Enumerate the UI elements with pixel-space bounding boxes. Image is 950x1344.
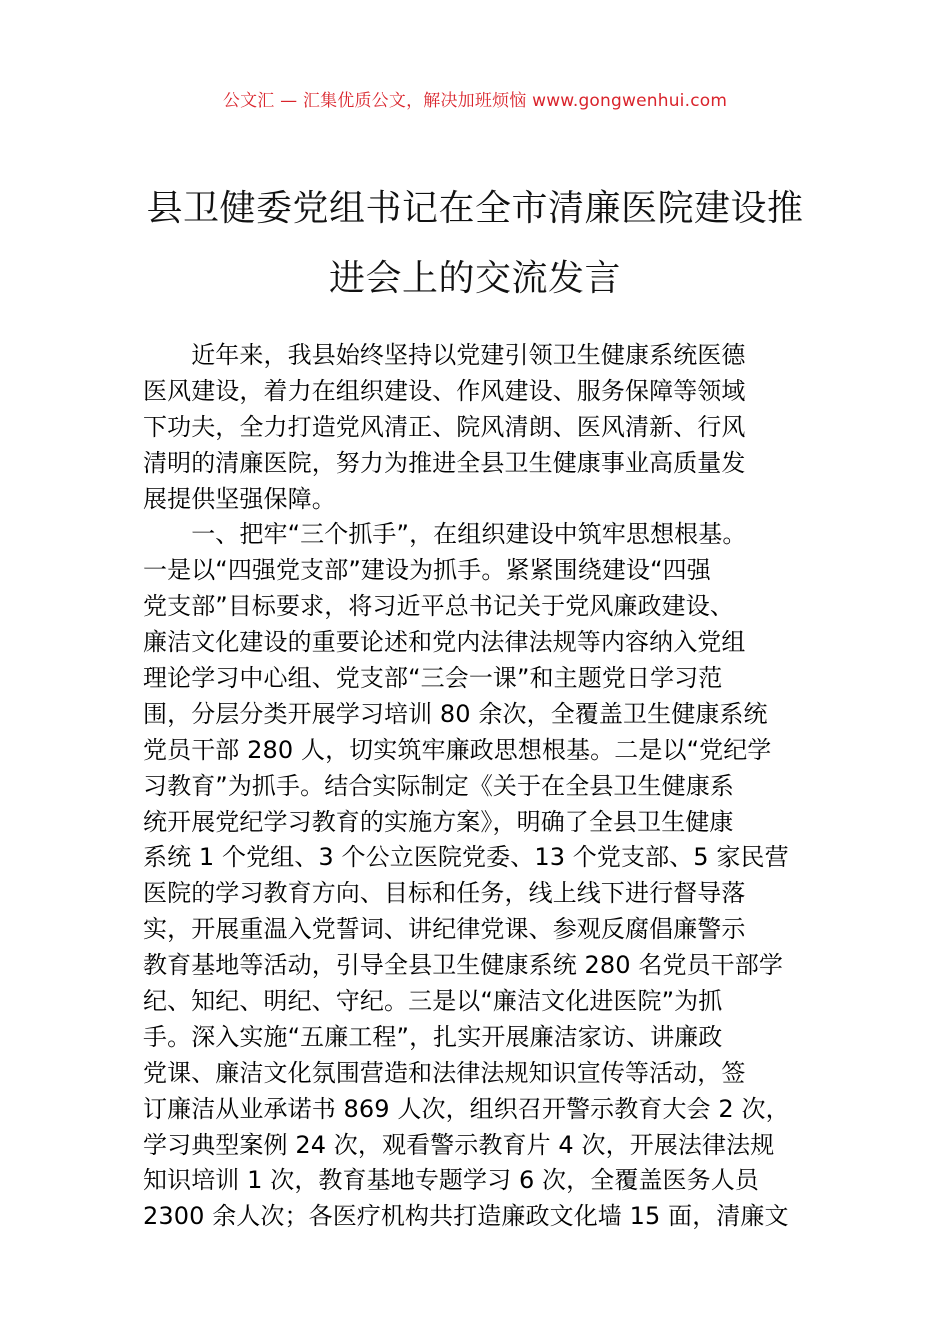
body-line: 廉洁文化建设的重要论述和党内法律法规等内容纳入党组 (143, 628, 746, 657)
body-line: 学习典型案例 24 次，观看警示教育片 4 次，开展法律法规 (143, 1130, 775, 1159)
document-body (143, 338, 813, 1235)
body-line: 习教育”为抓手。结合实际制定《关于在全县卫生健康系 (143, 771, 734, 800)
body-line: 围，分层分类开展学习培训 80 余次，全覆盖卫生健康系统 (143, 699, 768, 728)
body-line: 教育基地等活动，引导全县卫生健康系统 280 名党员干部学 (143, 951, 783, 980)
body-line: 党课、廉洁文化氛围营造和法律法规知识宣传等活动，签 (143, 1058, 746, 1087)
body-line: 医院的学习教育方向、目标和任务，线上线下进行督导落 (143, 879, 746, 908)
body-line: 清明的清廉医院，努力为推进全县卫生健康事业高质量发 (143, 448, 746, 477)
body-line: 理论学习中心组、党支部“三会一课”和主题党日学习范 (143, 664, 723, 693)
body-line: 党员干部 280 人，切实筑牢廉政思想根基。二是以“党纪学 (143, 735, 772, 764)
body-line: 展提供坚强保障。 (143, 484, 336, 513)
body-line: 党支部”目标要求，将习近平总书记关于党风廉政建设、 (143, 592, 734, 621)
body-line: 近年来，我县始终坚持以党建引领卫生健康系统医德 (143, 341, 746, 369)
body-line: 系统 1 个党组、3 个公立医院党委、13 个党支部、5 家民营 (143, 843, 789, 872)
section-heading-line: 一、把牢“三个抓手”，在组织建设中筑牢思想根基。 (143, 520, 747, 549)
body-line: 医风建设，着力在组织建设、作风建设、服务保障等领域 (143, 376, 746, 405)
page-title-line-2: 进会上的交流发言 (328, 258, 621, 299)
watermark-header: 公文汇 — 汇集优质公文，解决加班烦恼 www.gongwenhui.com (222, 91, 728, 111)
body-line: 纪、知纪、明纪、守纪。三是以“廉洁文化进医院”为抓 (143, 987, 723, 1016)
body-line: 订廉洁从业承诺书 869 人次，组织召开警示教育大会 2 次， (143, 1094, 790, 1123)
page-title-line-1: 县卫健委党组书记在全市清廉医院建设推 (146, 188, 804, 229)
body-line: 实，开展重温入党誓词、讲纪律党课、参观反腐倡廉警示 (143, 915, 746, 944)
body-line: 统开展党纪学习教育的实施方案》，明确了全县卫生健康 (143, 807, 734, 836)
body-line: 2300 余人次；各医疗机构共打造廉政文化墙 15 面，清廉文 (143, 1202, 789, 1231)
body-line: 手。深入实施“五廉工程”，扎实开展廉洁家访、讲廉政 (143, 1022, 723, 1051)
body-line: 下功夫，全力打造党风清正、院风清朗、医风清新、行风 (143, 412, 746, 441)
body-line: 一是以“四强党支部”建设为抓手。紧紧围绕建设“四强 (143, 556, 711, 585)
body-line: 知识培训 1 次，教育基地专题学习 6 次，全覆盖医务人员 (143, 1166, 759, 1195)
